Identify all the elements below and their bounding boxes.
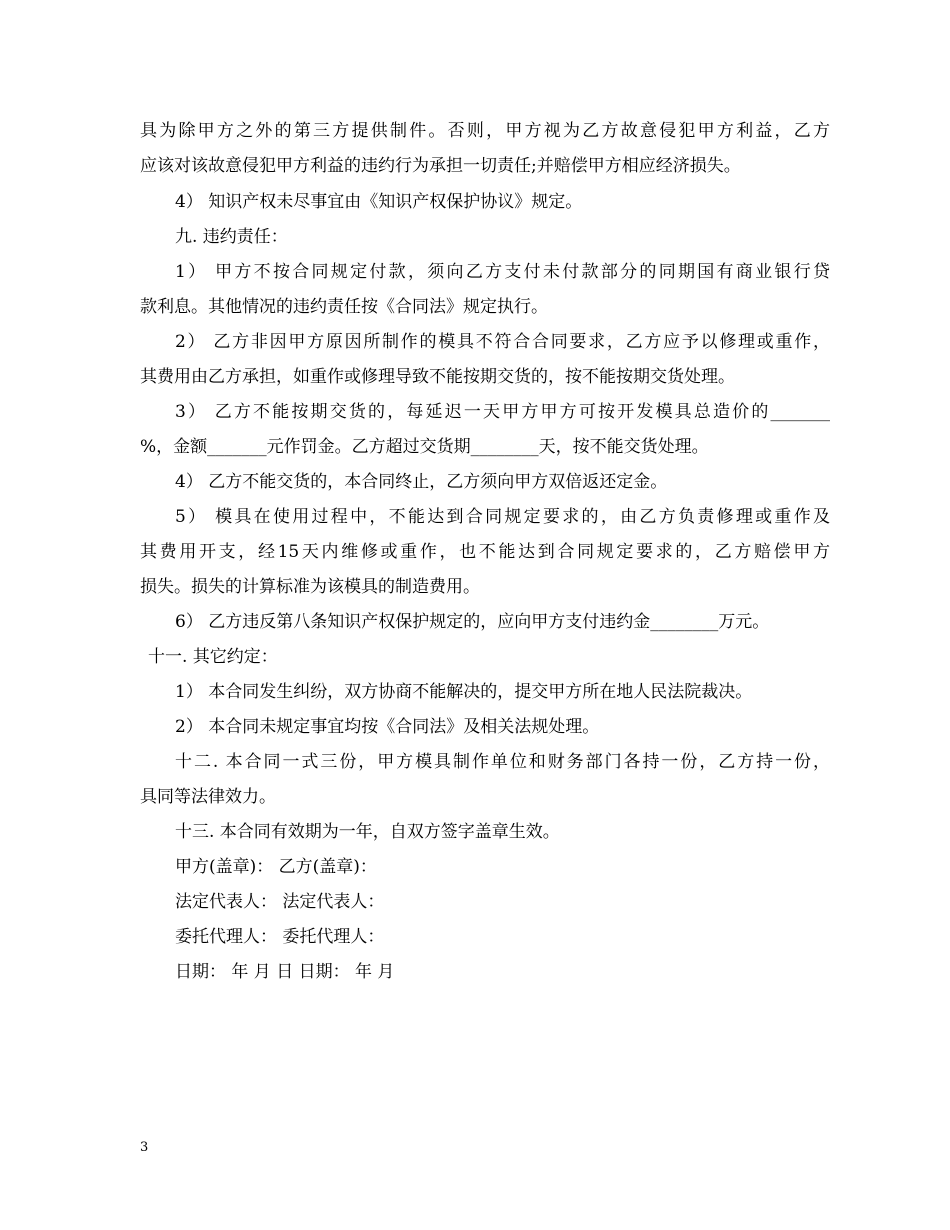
signature-date-line: 日期： 年 月 日 日期： 年 月 [175, 962, 395, 982]
section-validity: 十三. 本合同有效期为一年，自双方签字盖章生效。 [175, 822, 560, 842]
section-copies-cont: 具同等法律效力。 [140, 787, 276, 807]
signature-seal-line: 甲方(盖章)： 乙方(盖章)： [175, 857, 377, 877]
clause-line: 2） 本合同未规定事宜均按《合同法》及相关法规处理。 [175, 717, 600, 737]
clause-line: %，金额_______元作罚金。乙方超过交货期________天，按不能交货处理。 [140, 437, 709, 457]
paragraph-line: 应该对该故意侵犯甲方利益的违约行为承担一切责任;并赔偿甲方相应经济损失。 [140, 156, 741, 176]
clause-line: 2） 乙方非因甲方原因所制作的模具不符合合同要求，乙方应予以修理或重作， [175, 332, 830, 352]
section-copies: 十二. 本合同一式三份，甲方模具制作单位和财务部门各持一份，乙方持一份， [175, 752, 830, 772]
clause-line: 5） 模具在使用过程中，不能达到合同规定要求的，由乙方负责修理或重作及 [175, 507, 830, 527]
clause-line: 6） 乙方违反第八条知识产权保护规定的，应向甲方支付违约金________万元。 [175, 612, 770, 632]
clause-line: 1） 甲方不按合同规定付款，须向乙方支付未付款部分的同期国有商业银行贷 [175, 262, 830, 282]
clause-knowledge-property: 4） 知识产权未尽事宜由《知识产权保护协议》规定。 [175, 192, 583, 212]
section-heading-other: 十一. 其它约定： [148, 647, 278, 667]
clause-line: 其费用开支，经15天内维修或重作，也不能达到合同规定要求的，乙方赔偿甲方 [140, 542, 830, 562]
clause-line: 损失。损失的计算标准为该模具的制造费用。 [140, 577, 480, 597]
signature-legal-rep-line: 法定代表人： 法定代表人： [175, 892, 385, 912]
clause-line: 款利息。其他情况的违约责任按《合同法》规定执行。 [140, 297, 548, 317]
clause-line: 3） 乙方不能按期交货的，每延迟一天甲方甲方可按开发模具总造价的_______ [175, 402, 830, 422]
page-number: 3 [140, 1140, 149, 1155]
section-heading-breach: 九. 违约责任： [175, 227, 288, 247]
clause-line: 4） 乙方不能交货的，本合同终止，乙方须向甲方双倍返还定金。 [175, 472, 668, 492]
clause-line: 其费用由乙方承担，如重作或修理导致不能按期交货的，按不能按期交货处理。 [140, 367, 735, 387]
paragraph-line: 具为除甲方之外的第三方提供制件。否则，甲方视为乙方故意侵犯甲方利益，乙方 [140, 121, 830, 141]
signature-agent-line: 委托代理人： 委托代理人： [175, 927, 385, 947]
clause-line: 1） 本合同发生纠纷，双方协商不能解决的，提交甲方所在地人民法院裁决。 [175, 682, 753, 702]
